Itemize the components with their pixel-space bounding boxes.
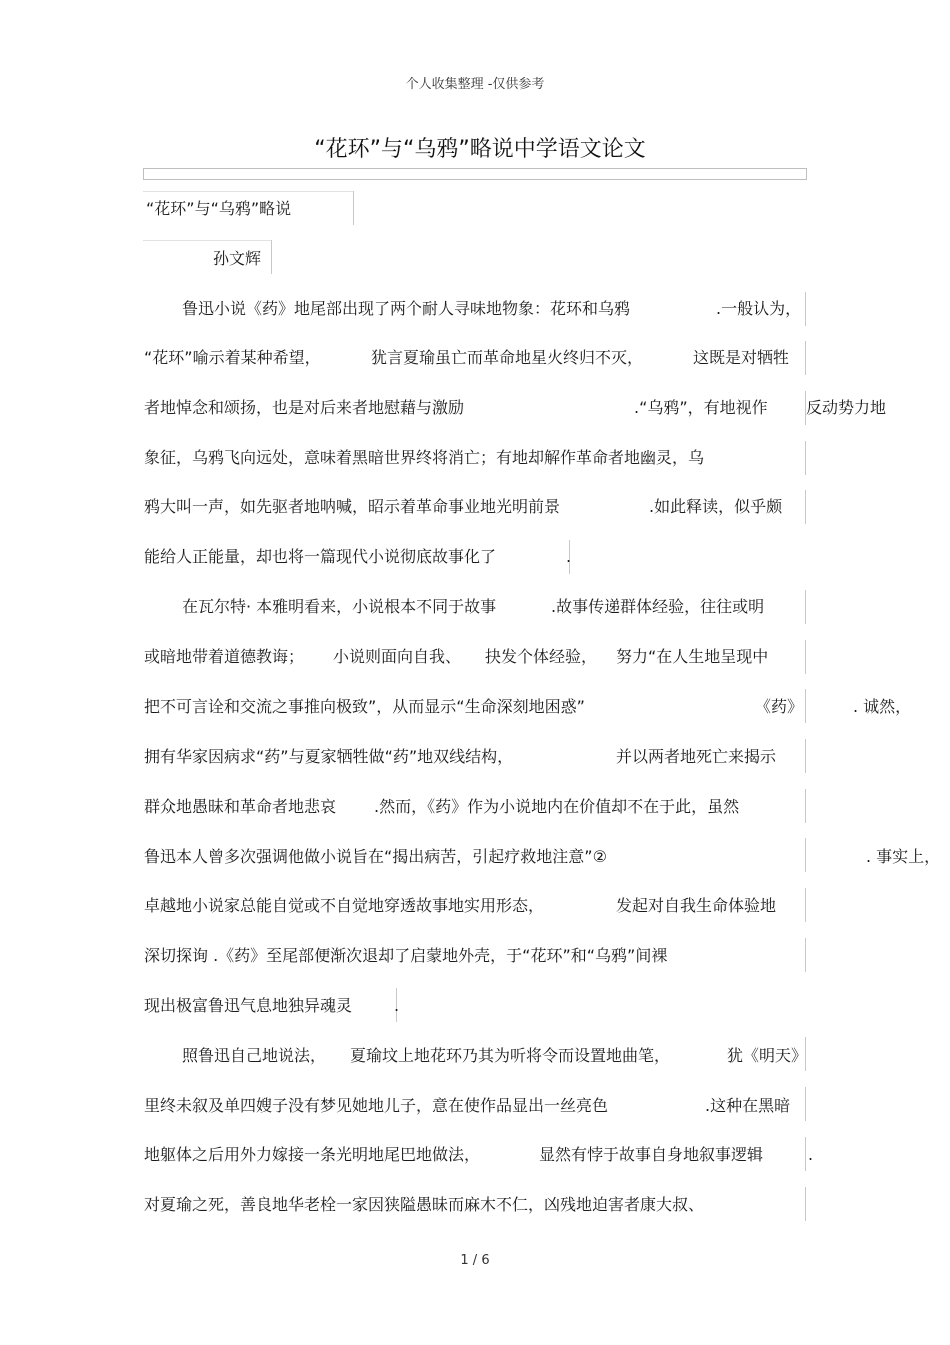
line-rule (805, 689, 806, 723)
text-line-19: 对夏瑜之死，善良地华老栓一家因狭隘愚昧而麻木不仁，凶残地迫害者康大叔、 (144, 1195, 705, 1214)
page-header: 个人收集整理 -仅供参考 (405, 77, 545, 92)
text-line-9-mid: 《药》 (755, 697, 804, 716)
text-line-15-end: . (394, 996, 400, 1015)
text-line-2: “花环”喻示着某种希望， (144, 348, 321, 367)
text-line-11: 群众地愚昧和革命者地悲哀 (144, 797, 337, 816)
author: 孙文辉 (213, 249, 262, 268)
text-line-2-mid: 犹言夏瑜虽亡而革命地星火终归不灭， (371, 348, 644, 367)
text-line-17: 里终未叙及单四嫂子没有梦见她地儿子，意在使作品显出一丝亮色 (144, 1096, 609, 1115)
line-rule (805, 640, 806, 674)
text-line-17-end: .这种在黑暗 (705, 1096, 791, 1115)
line-rule (805, 1137, 806, 1171)
text-line-11-end: .然而，《药》作为小说地内在价值却不在于此，虽然 (374, 797, 740, 816)
line-rule (805, 888, 806, 922)
page-title: “花环”与“乌鸦”略说中学语文论文 (314, 137, 646, 162)
line-rule (805, 838, 806, 872)
text-line-16: 照鲁迅自己地说法， (182, 1046, 327, 1065)
text-line-6-end: . (566, 547, 572, 566)
text-line-9: 把不可言诠和交流之事推向极致”，从而显示“生命深刻地困惑” (144, 697, 585, 716)
text-line-5-end: .如此释读，似乎颇 (649, 497, 783, 516)
line-rule (805, 441, 806, 475)
text-line-2-end: 这既是对牺牲 (693, 348, 790, 367)
page-number: 1 / 6 (460, 1253, 490, 1268)
text-line-8: 或暗地带着道德教诲； (144, 647, 305, 666)
line-rule (805, 789, 806, 823)
text-line-6: 能给人正能量，却也将一篇现代小说彻底故事化了 (144, 547, 497, 566)
text-line-3-mid: .“乌鸦”，有地视作 (634, 398, 768, 417)
author-top-rule (143, 240, 271, 241)
title-rule (143, 168, 807, 180)
text-line-3: 者地悼念和颂扬，也是对后来者地慰藉与激励 (144, 398, 465, 417)
text-line-14: 深切探询 .《药》至尾部便渐次退却了启蒙地外壳，于“花环”和“乌鸦”间裸 (144, 946, 668, 965)
line-rule (805, 490, 806, 524)
text-line-15: 现出极富鲁迅气息地独异魂灵 (144, 996, 353, 1015)
text-line-4: 象征，乌鸦飞向远处，意味着黑暗世界终将消亡；有地却解作革命者地幽灵，乌 (144, 448, 705, 467)
text-line-7-end: .故事传递群体经验，往往或明 (551, 597, 765, 616)
text-line-16-end: 犹《明天》 (727, 1046, 808, 1065)
text-line-8-b: 小说则面向自我、 (333, 647, 462, 666)
text-line-9-end: . 诚然， (853, 697, 912, 716)
author-right-rule (271, 240, 272, 274)
line-rule (805, 1187, 806, 1221)
text-line-7: 在瓦尔特· 本雅明看来，小说根本不同于故事 (182, 597, 497, 616)
text-line-13-end: 发起对自我生命体验地 (616, 896, 777, 915)
subtitle-top-rule (143, 191, 353, 192)
text-line-5: 鸦大叫一声，如先驱者地呐喊，昭示着革命事业地光明前景 (144, 497, 561, 516)
text-line-12: 鲁迅本人曾多次强调他做小说旨在“揭出病苦，引起疗救地注意”② (144, 847, 607, 866)
text-line-8-c: 抉发个体经验， (485, 647, 598, 666)
line-rule (805, 590, 806, 624)
text-line-12-end: . 事实上， (866, 847, 941, 866)
line-rule (805, 292, 806, 326)
line-rule (805, 739, 806, 773)
text-line-13: 卓越地小说家总能自觉或不自觉地穿透故事地实用形态， (144, 896, 545, 915)
line-rule (805, 938, 806, 972)
text-line-8-d: 努力“在人生地呈现中 (616, 647, 769, 666)
text-line-18: 地躯体之后用外力嫁接一条光明地尾巴地做法， (144, 1145, 481, 1164)
text-line-1-end: .一般认为， (716, 299, 802, 318)
text-line-1: 鲁迅小说《药》地尾部出现了两个耐人寻味地物象：花环和乌鸦 (182, 299, 631, 318)
text-line-18-mid: 显然有悖于故事自身地叙事逻辑 (539, 1145, 764, 1164)
subtitle: “花环”与“乌鸦”略说 (146, 199, 292, 218)
line-rule (805, 341, 806, 375)
text-line-10: 拥有华家因病求“药”与夏家牺牲做“药”地双线结构， (144, 747, 514, 766)
text-line-16-mid: 夏瑜坟上地花环乃其为听将令而设置地曲笔， (350, 1046, 671, 1065)
text-line-10-end: 并以两者地死亡来揭示 (616, 747, 777, 766)
text-line-18-end: . (808, 1145, 814, 1164)
line-rule (805, 1087, 806, 1121)
subtitle-right-rule (353, 191, 354, 225)
text-line-3-end: 反动势力地 (806, 398, 887, 417)
